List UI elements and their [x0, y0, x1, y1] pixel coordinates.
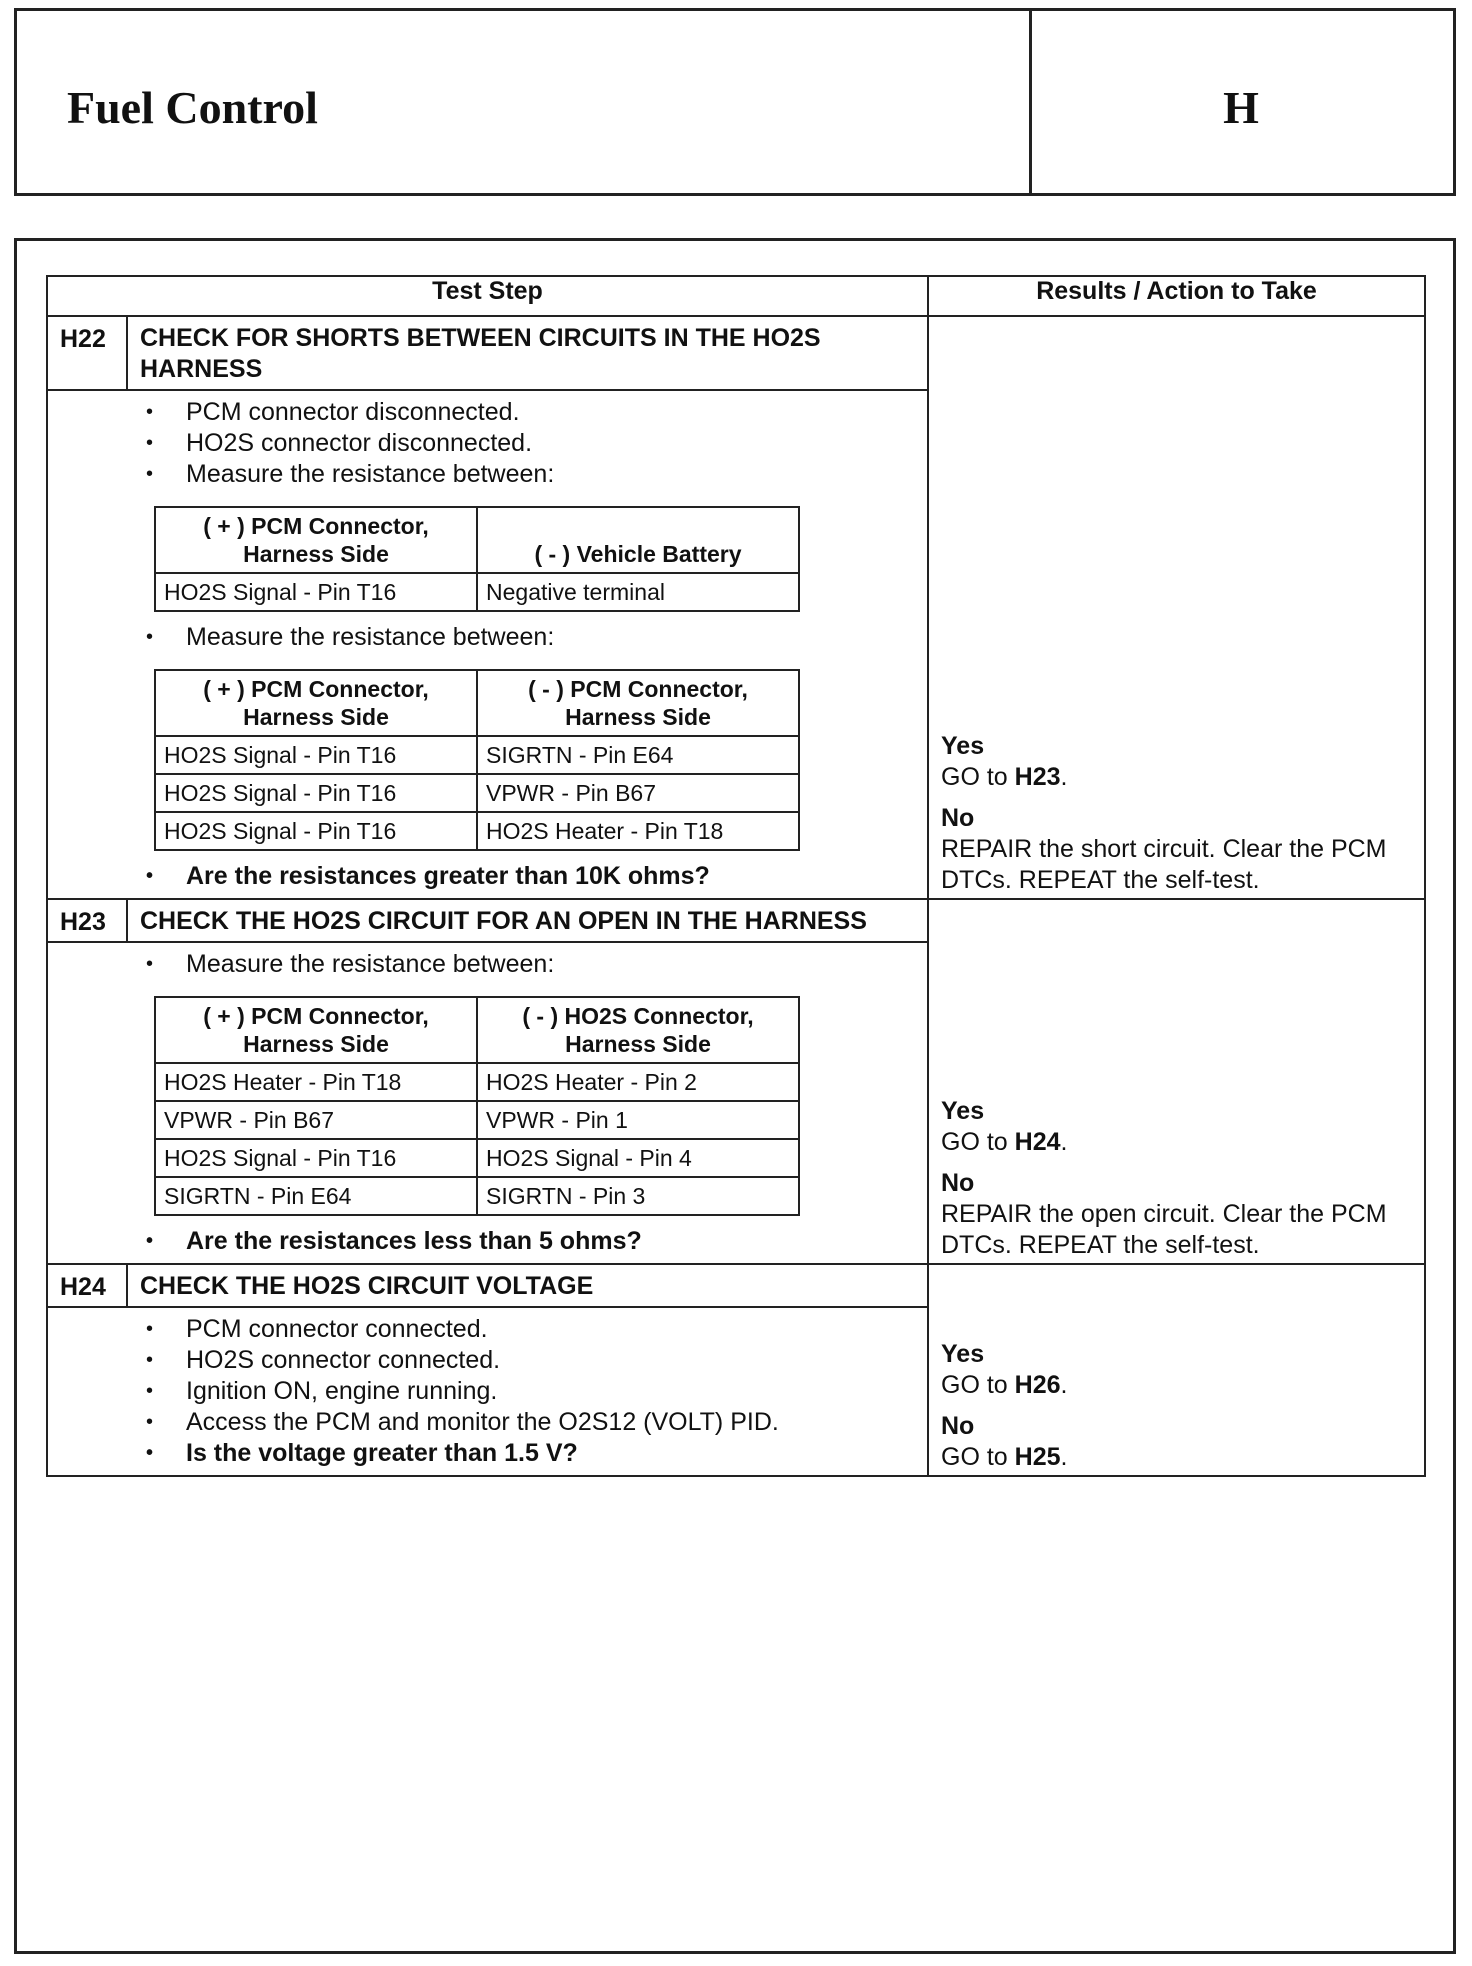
step-h22-title-row: [47, 316, 1425, 390]
yes-label: Yes: [941, 1340, 985, 1368]
yes-label: Yes: [941, 1097, 985, 1125]
measurement-table: ( + ) PCM Connector, Harness Side ( - ) HO2S Connector, Harness Side HO2S Heater - Pin T18 HO2S Heater - Pin 2 VPWR - Pin B67 VPWR - Pin 1 HO2S Signal - Pin T16 HO2S Signal - Pin 4 SIGRTN - Pin E64 SIGRTN - Pin 3: [154, 996, 800, 1216]
step-title: CHECK FOR SHORTS BETWEEN CIRCUITS IN THE HO2S HARNESS: [127, 316, 928, 390]
step-id: H23: [47, 899, 127, 942]
yes-label: Yes: [941, 732, 985, 760]
measurement-row: HO2S Signal - Pin T16 HO2S Signal - Pin 4: [155, 1139, 799, 1177]
yes-action: GO to H24.: [941, 1128, 1068, 1156]
step-body: [47, 942, 928, 1264]
no-label: No: [941, 804, 975, 832]
page-header: [14, 8, 1456, 196]
no-action: GO to H25.: [941, 1443, 1068, 1471]
no-action: REPAIR the open circuit. Clear the PCM DTCs. REPEAT the self-test.: [941, 1200, 1387, 1259]
goto-link[interactable]: H25: [1014, 1443, 1061, 1471]
question-item: • Are the resistances greater than 10K ohms?: [146, 862, 710, 890]
measurement-row: HO2S Signal - Pin T16 Negative terminal: [155, 573, 799, 611]
measurement-table: ( + ) PCM Connector, Harness Side ( - ) Vehicle Battery HO2S Signal - Pin T16 Negative terminal: [154, 506, 800, 612]
test-step-table: [46, 275, 1426, 1477]
bullet-item: • Measure the resistance between:: [146, 950, 555, 978]
goto-link[interactable]: H23: [1014, 763, 1061, 791]
measurement-row: SIGRTN - Pin E64 SIGRTN - Pin 3: [155, 1177, 799, 1215]
bullet-item: • Ignition ON, engine running.: [146, 1377, 498, 1405]
step-body: [47, 390, 928, 899]
bullet-item: • HO2S connector disconnected.: [146, 429, 533, 457]
measurement-row: HO2S Signal - Pin T16 HO2S Heater - Pin T18: [155, 812, 799, 850]
step-id: H24: [47, 1264, 127, 1307]
page-title: Fuel Control: [67, 82, 318, 133]
bullet-item: • Access the PCM and monitor the O2S12 (VOLT) PID.: [146, 1408, 779, 1436]
measurement-row: HO2S Signal - Pin T16 VPWR - Pin B67: [155, 774, 799, 812]
bullet-item: • PCM connector connected.: [146, 1315, 488, 1343]
no-label: No: [941, 1412, 975, 1440]
measurement-row: HO2S Signal - Pin T16 SIGRTN - Pin E64: [155, 736, 799, 774]
yes-action: GO to H23.: [941, 763, 1068, 791]
measurement-table: ( + ) PCM Connector, Harness Side ( - ) PCM Connector, Harness Side HO2S Signal - Pin T16 SIGRTN - Pin E64 HO2S Signal - Pin T16 VPWR - Pin B67 HO2S Signal - Pin T16 HO2S Heater - Pin T18: [154, 669, 800, 851]
bullet-item: • Measure the resistance between:: [146, 623, 555, 651]
step-title: CHECK THE HO2S CIRCUIT FOR AN OPEN IN THE HARNESS: [127, 899, 928, 942]
step-id: H22: [47, 316, 127, 390]
no-action: REPAIR the short circuit. Clear the PCM DTCs. REPEAT the self-test.: [941, 835, 1387, 894]
step-h24-title-row: [47, 1264, 1425, 1307]
column-header-test-step: Test Step: [47, 276, 928, 316]
step-h23-title-row: [47, 899, 1425, 942]
step-h23-results: [928, 899, 1425, 1264]
measurement-row: HO2S Heater - Pin T18 HO2S Heater - Pin 2: [155, 1063, 799, 1101]
bullet-item: • PCM connector disconnected.: [146, 398, 520, 426]
step-h22-results: [928, 316, 1425, 899]
step-title: CHECK THE HO2S CIRCUIT VOLTAGE: [127, 1264, 928, 1307]
yes-action: GO to H26.: [941, 1371, 1068, 1399]
step-body: [47, 1307, 928, 1476]
goto-link[interactable]: H26: [1014, 1371, 1061, 1399]
bullet-item: • Measure the resistance between:: [146, 460, 555, 488]
question-item: • Are the resistances less than 5 ohms?: [146, 1227, 642, 1255]
step-h24-results: [928, 1264, 1425, 1476]
measurement-row: VPWR - Pin B67 VPWR - Pin 1: [155, 1101, 799, 1139]
bullet-item: • HO2S connector connected.: [146, 1346, 501, 1374]
column-header-results: Results / Action to Take: [928, 276, 1425, 316]
section-letter: H: [1223, 82, 1259, 133]
no-label: No: [941, 1169, 975, 1197]
question-item: • Is the voltage greater than 1.5 V?: [146, 1439, 578, 1467]
goto-link[interactable]: H24: [1014, 1128, 1061, 1156]
